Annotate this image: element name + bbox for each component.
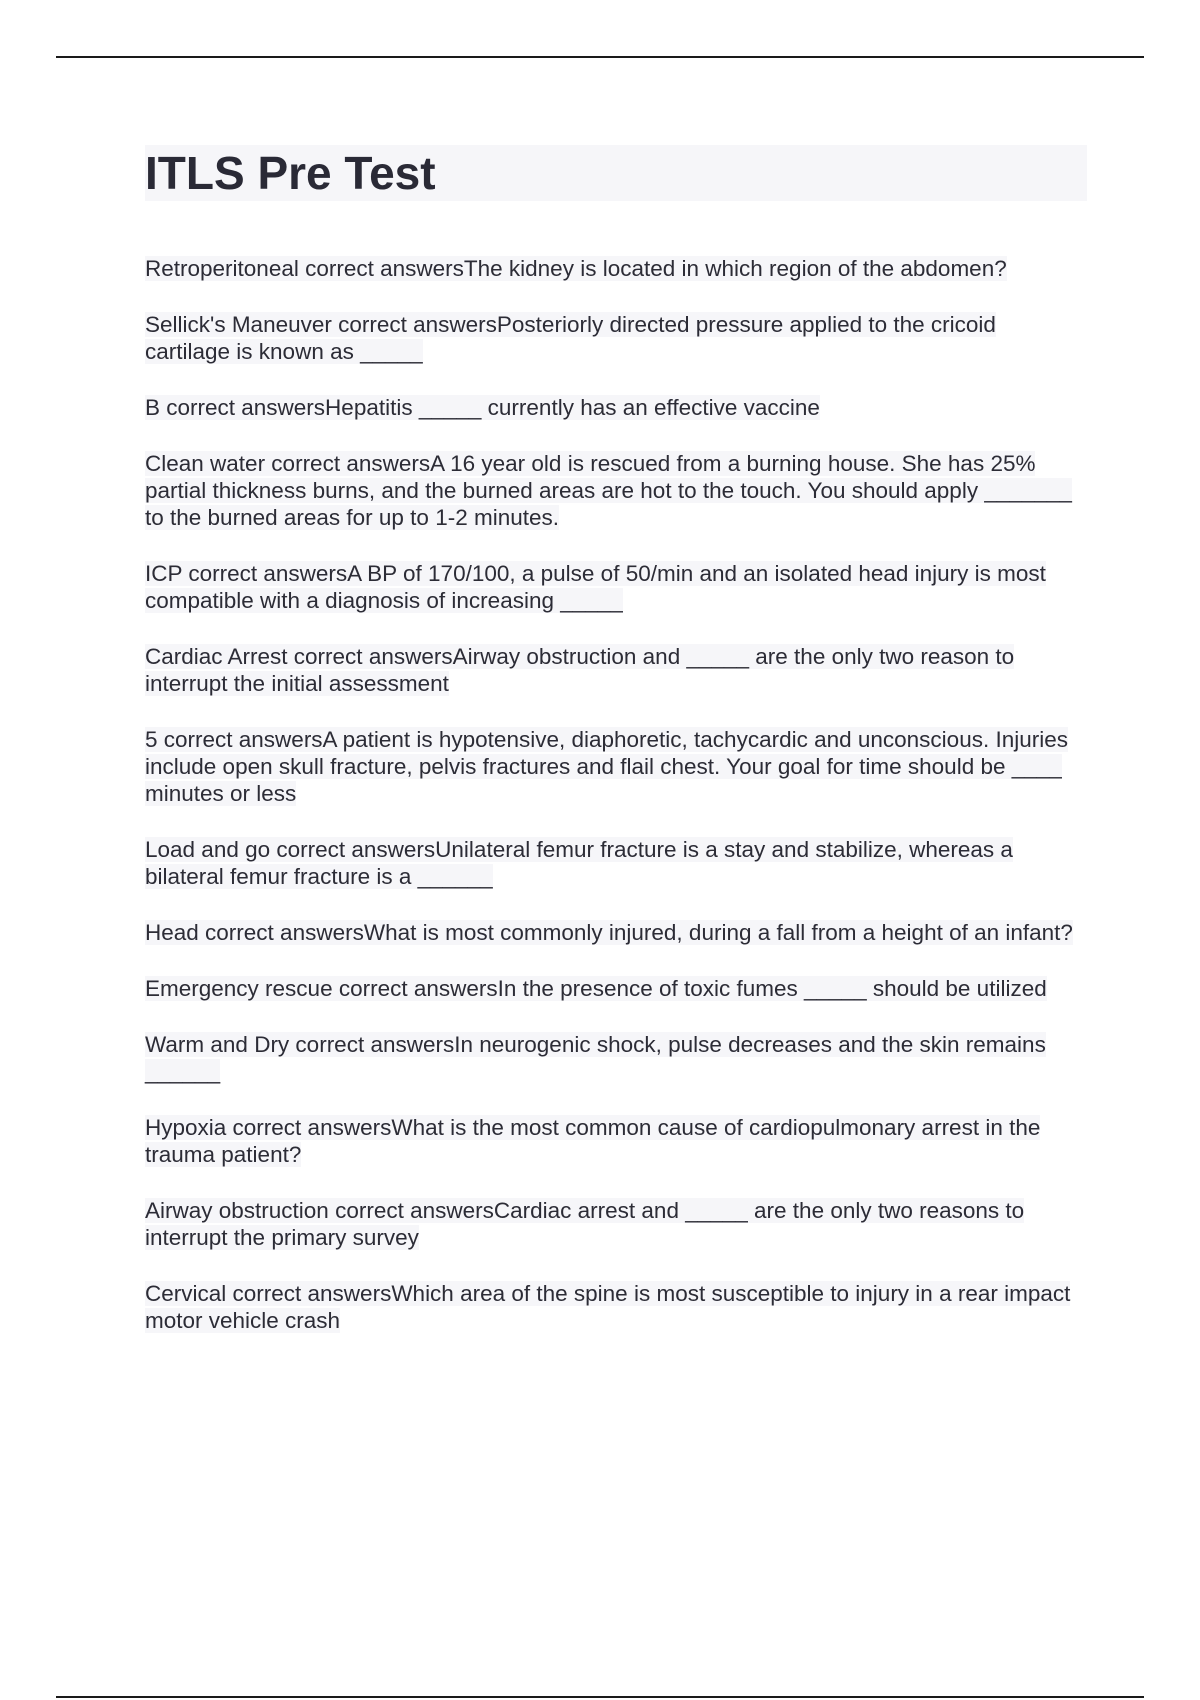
qa-item: [145, 1114, 1087, 1168]
qa-text: Load and go correct answersUnilateral femur fracture is a stay and stabilize, whereas a bilateral femur fracture is a ______: [145, 837, 1013, 889]
qa-text: Warm and Dry correct answersIn neurogenic shock, pulse decreases and the skin remains ______: [145, 1032, 1046, 1084]
qa-item: [145, 643, 1087, 697]
qa-text: Cervical correct answersWhich area of the spine is most susceptible to injury in a rear impact motor vehicle crash: [145, 1281, 1071, 1333]
document-title: ITLS Pre Test: [145, 147, 436, 199]
qa-item: [145, 919, 1087, 946]
qa-text: Head correct answersWhat is most commonly injured, during a fall from a height of an infant?: [145, 920, 1073, 945]
qa-list: [145, 255, 1087, 1334]
top-rule: [56, 56, 1144, 58]
bottom-rule: [56, 1696, 1144, 1698]
qa-text: Emergency rescue correct answersIn the presence of toxic fumes _____ should be utilized: [145, 976, 1047, 1001]
qa-text: 5 correct answersA patient is hypotensive, diaphoretic, tachycardic and unconscious. Injuries include open skull fracture, pelvis fractures and flail chest. Your goal for time should be ____ minutes or less: [145, 727, 1068, 806]
qa-item: [145, 560, 1087, 614]
qa-item: [145, 1197, 1087, 1251]
qa-item: [145, 394, 1087, 421]
qa-item: [145, 1031, 1087, 1085]
qa-item: [145, 1280, 1087, 1334]
qa-item: [145, 311, 1087, 365]
qa-text: Hypoxia correct answersWhat is the most common cause of cardiopulmonary arrest in the trauma patient?: [145, 1115, 1041, 1167]
qa-text: B correct answersHepatitis _____ currently has an effective vaccine: [145, 395, 820, 420]
qa-item: [145, 975, 1087, 1002]
qa-text: Airway obstruction correct answersCardiac arrest and _____ are the only two reasons to interrupt the primary survey: [145, 1198, 1025, 1250]
qa-text: ICP correct answersA BP of 170/100, a pulse of 50/min and an isolated head injury is most compatible with a diagnosis of increasing _____: [145, 561, 1046, 613]
qa-text: Cardiac Arrest correct answersAirway obstruction and _____ are the only two reason to interrupt the initial assessment: [145, 644, 1015, 696]
qa-text: Retroperitoneal correct answersThe kidney is located in which region of the abdomen?: [145, 256, 1007, 281]
qa-text: Clean water correct answersA 16 year old is rescued from a burning house. She has 25% partial thickness burns, and the burned areas are hot to the touch. You should apply _______ to the burned areas for up to 1-2 minutes.: [145, 451, 1072, 530]
document-body: [145, 145, 1087, 1363]
qa-item: [145, 450, 1087, 531]
qa-text: Sellick's Maneuver correct answersPosteriorly directed pressure applied to the cricoid cartilage is known as _____: [145, 312, 996, 364]
qa-item: [145, 836, 1087, 890]
qa-item: [145, 255, 1087, 282]
qa-item: [145, 726, 1087, 807]
title-band: [145, 145, 1087, 201]
